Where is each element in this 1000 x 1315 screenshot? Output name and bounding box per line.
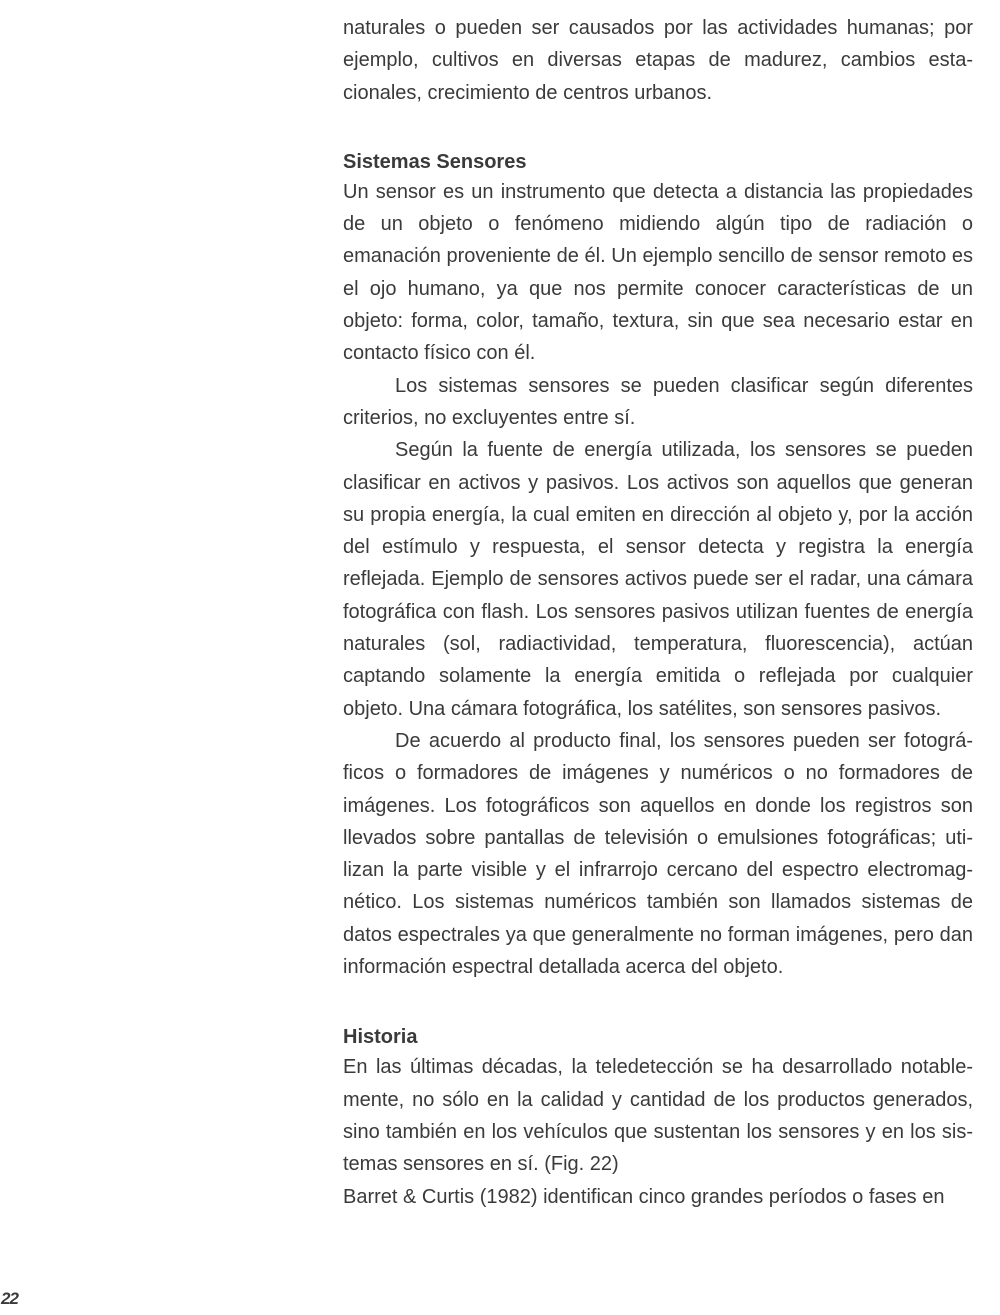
- paragraph: Barret & Curtis (1982) identifican cinco grandes períodos o fases en: [343, 1185, 945, 1208]
- paragraph: Los sistemas sensores se pueden clasificar según diferentes criterios, no excluyentes entre sí.: [343, 374, 973, 429]
- page-number: 22: [1, 1289, 18, 1308]
- paragraph: Según la fuente de energía utilizada, los sensores se pueden clasificar en activos y pasivos. Los activos son aquellos que generan su propia energía, la cual emiten en dirección al objeto y, por la acción del estímulo y respuesta, el sensor detecta y registra la energía reflejada. Ejemplo de sensores activos puede ser el radar, una cámara fotográfica con flash. Los sensores pasivos utilizan fuentes de energía naturales (sol, radiactividad, temperatura, fluorescencia), actúan captando solamente la energía emitida o reflejada por cualquier objeto. Una cámara fotográfica, los satélites, son sensores pasivos.: [343, 439, 973, 720]
- paragraph: En las últimas décadas, la teledetección se ha desarrollado notablemente, no sólo en la calidad y cantidad de los productos generados, sino también en los vehículos que sustentan los sensores y en los sistemas sensores en sí. (Fig. 22): [343, 1056, 973, 1176]
- paragraph: Un sensor es un instrumento que detecta a distancia las propiedades de un objeto o fenómeno midiendo algún tipo de radiación o emanación proveniente de él. Un ejemplo sencillo de sensor remoto es el ojo humano, ya que nos permite conocer características de un objeto: forma, color, tamaño, textura, sin que sea necesario estar en contacto físico con él.: [343, 180, 973, 365]
- section-heading-sistemas-sensores: Sistemas Sensores: [343, 150, 527, 173]
- paragraph: De acuerdo al producto final, los sensores pueden ser fotográficos o formadores de imágenes y numéricos o no formadores de imágenes. Los fotográficos son aquellos en donde los registros son llevados sobre pantallas de televisión o emulsiones fotográficas; utilizan la parte visible y el infrarrojo cercano del espectro electromagnético. Los sistemas numéricos también son llamados sistemas de datos espectrales ya que generalmente no forman imágenes, pero dan información espectral detallada acerca del objeto.: [343, 729, 973, 979]
- section-heading-historia: Historia: [343, 1026, 418, 1049]
- intro-paragraph: naturales o pueden ser causados por las actividades humanas; por ejemplo, cultivos en diversas etapas de madurez, cambios estacionales, crecimiento de centros urbanos.: [343, 17, 973, 104]
- text-column: [343, 12, 973, 1213]
